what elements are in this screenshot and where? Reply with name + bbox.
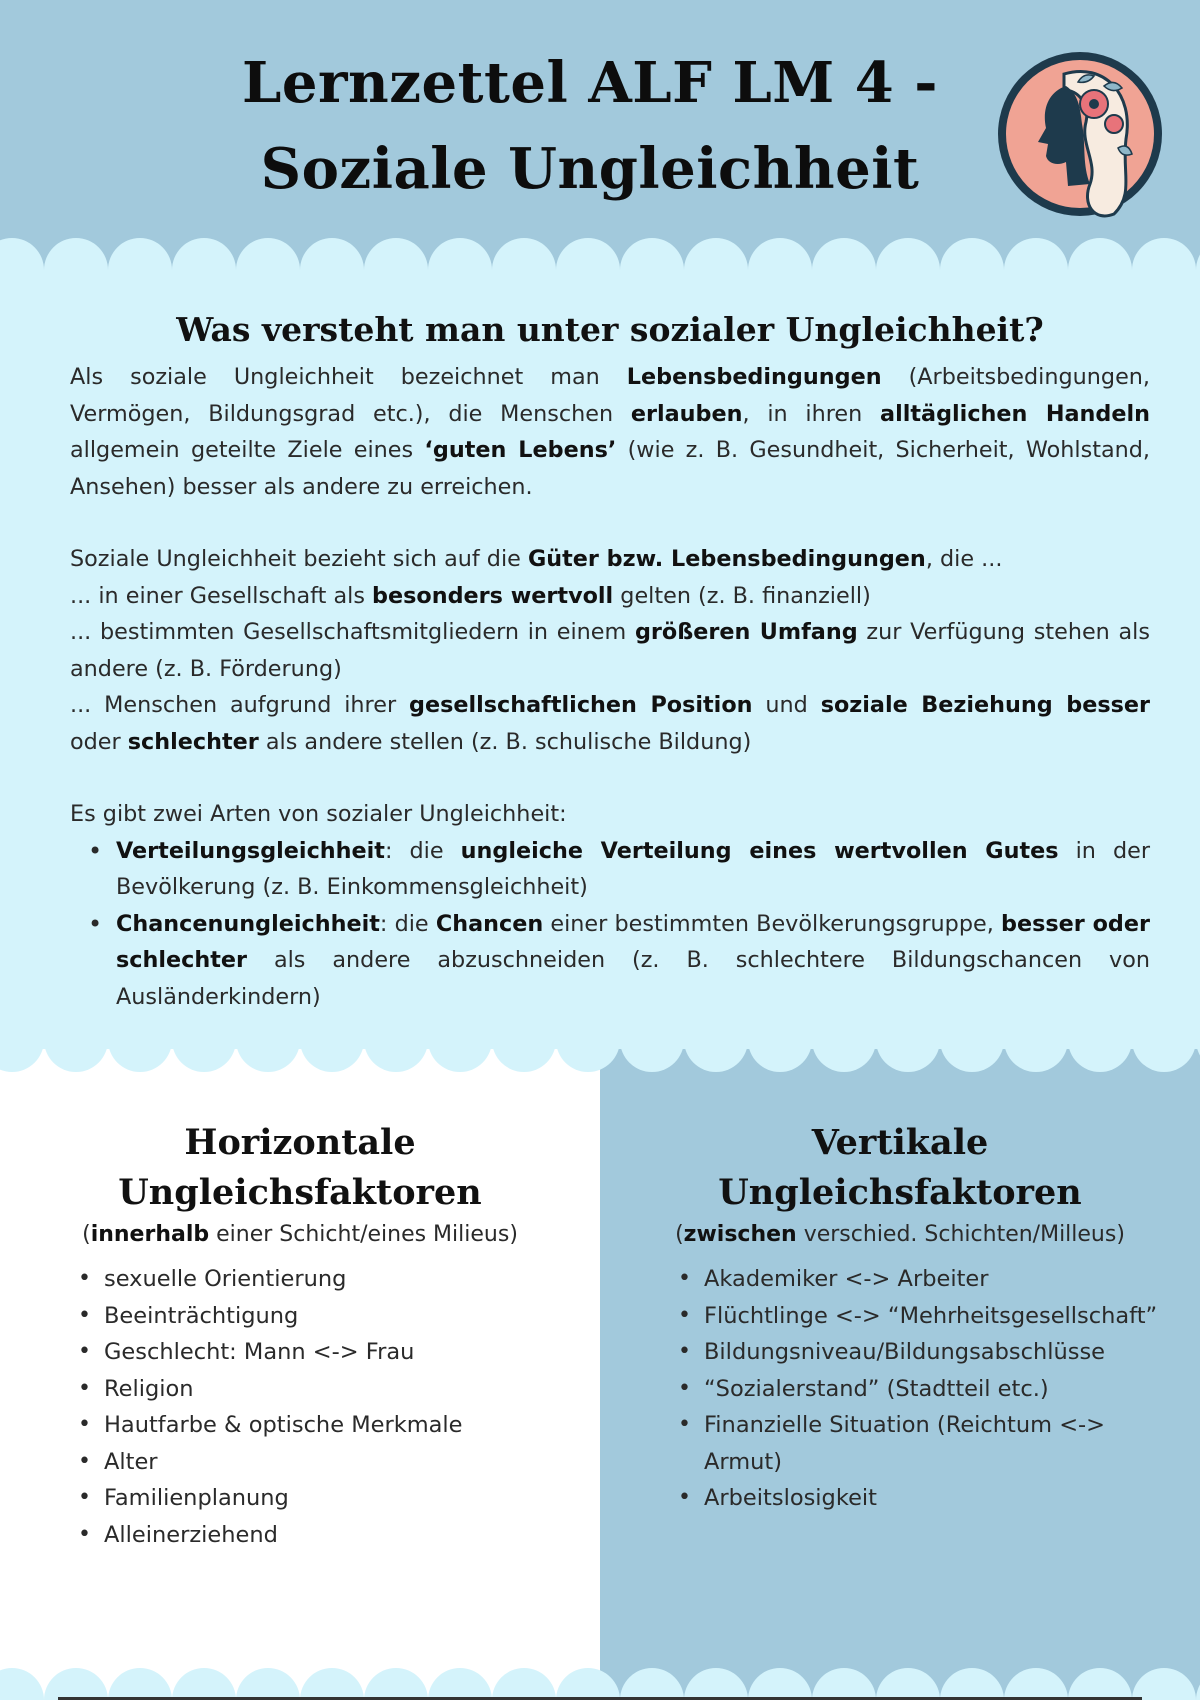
list-item: • Alter — [78, 1444, 580, 1481]
list-item: • Alleinerziehend — [78, 1517, 580, 1554]
goods-intro: Soziale Ungleichheit bezieht sich auf die Güter bzw. Lebensbedingungen, die ... — [70, 546, 1003, 572]
types-list — [82, 833, 1150, 1016]
vertical-factors-column — [620, 1118, 1180, 1517]
list-item: • Hautfarbe & optische Merkmale — [78, 1407, 580, 1444]
horizontal-factor-list — [78, 1261, 580, 1553]
section-scallop-edge — [0, 1040, 1200, 1080]
list-item: • Finanzielle Situation (Reichtum <-> Armut) — [678, 1407, 1180, 1480]
types-intro: Es gibt zwei Arten von sozialer Ungleichheit: — [70, 801, 567, 827]
vertical-heading-line-2: Ungleichsfaktoren — [718, 1172, 1082, 1213]
goods-line-2: ... bestimmten Gesellschaftsmitgliedern in einem größeren Umfang zur Verfügung stehen als andere (z. B. Förderung) — [70, 619, 1150, 682]
definition-section — [70, 310, 1150, 1015]
horizontal-factors-column — [20, 1118, 580, 1553]
woman-with-flowers-icon — [994, 44, 1166, 228]
list-item: • Akademiker <-> Arbeiter — [678, 1261, 1180, 1298]
list-item: • Flüchtlinge <-> “Mehrheitsgesellschaft” — [678, 1298, 1180, 1335]
list-item: • Religion — [78, 1371, 580, 1408]
page-title — [60, 40, 1120, 212]
list-item: • Beeinträchtigung — [78, 1298, 580, 1335]
goods-line-3: ... Menschen aufgrund ihrer gesellschaftlichen Position und soziale Beziehung besser oder schlechter als andere stellen (z. B. schulische Bildung) — [70, 692, 1151, 755]
title-line-2: Soziale Ungleichheit — [260, 136, 920, 202]
header-scallop-edge — [0, 230, 1200, 270]
type-item-opportunity: • Chancenungleichheit: die Chancen einer bestimmten Bevölkerungsgruppe, besser oder schlechter als andere abzuschneiden (z. B. schlechtere Bildungschancen von Ausländerkindern) — [82, 906, 1150, 1016]
horizontal-heading — [20, 1118, 580, 1218]
horizontal-heading-line-1: Horizontale — [184, 1122, 416, 1163]
list-item: • “Sozialerstand” (Stadtteil etc.) — [678, 1371, 1180, 1408]
vertical-heading — [620, 1118, 1180, 1218]
goods-line-1: ... in einer Gesellschaft als besonders wertvoll gelten (z. B. finanziell) — [70, 582, 871, 609]
bottom-scallop-edge — [0, 1660, 1200, 1700]
vertical-subtitle: (zwischen verschied. Schichten/Milleus) — [675, 1222, 1125, 1247]
list-item: • Familienplanung — [78, 1480, 580, 1517]
definition-paragraph: Als soziale Ungleichheit bezeichnet man Lebensbedingungen (Arbeitsbedingungen, Vermögen, Bildungsgrad etc.), die Menschen erlauben, in ihren alltäglichen Handeln allgemein geteilte Ziele eines ‘guten Lebens’ (wie z. B. Gesundheit, Sicherheit, Wohlstand, Ansehen) besser als andere zu erreichen. — [70, 364, 1151, 500]
list-item: • Bildungsniveau/Bildungsabschlüsse — [678, 1334, 1180, 1371]
type-item-distribution: • Verteilungsgleichheit: die ungleiche Verteilung eines wertvollen Gutes in der Bevölkerung (z. B. Einkommensgleichheit) — [82, 833, 1150, 906]
list-item: • sexuelle Orientierung — [78, 1261, 580, 1298]
horizontal-heading-line-2: Ungleichsfaktoren — [118, 1172, 482, 1213]
vertical-heading-line-1: Vertikale — [811, 1122, 989, 1163]
horizontal-subtitle: (innerhalb einer Schicht/eines Milieus) — [82, 1222, 518, 1247]
list-item: • Arbeitslosigkeit — [678, 1480, 1180, 1517]
vertical-factor-list — [678, 1261, 1180, 1517]
title-line-1: Lernzettel ALF LM 4 - — [242, 50, 938, 116]
definition-heading: Was versteht man unter sozialer Ungleichheit? — [176, 310, 1044, 349]
list-item: • Geschlecht: Mann <-> Frau — [78, 1334, 580, 1371]
